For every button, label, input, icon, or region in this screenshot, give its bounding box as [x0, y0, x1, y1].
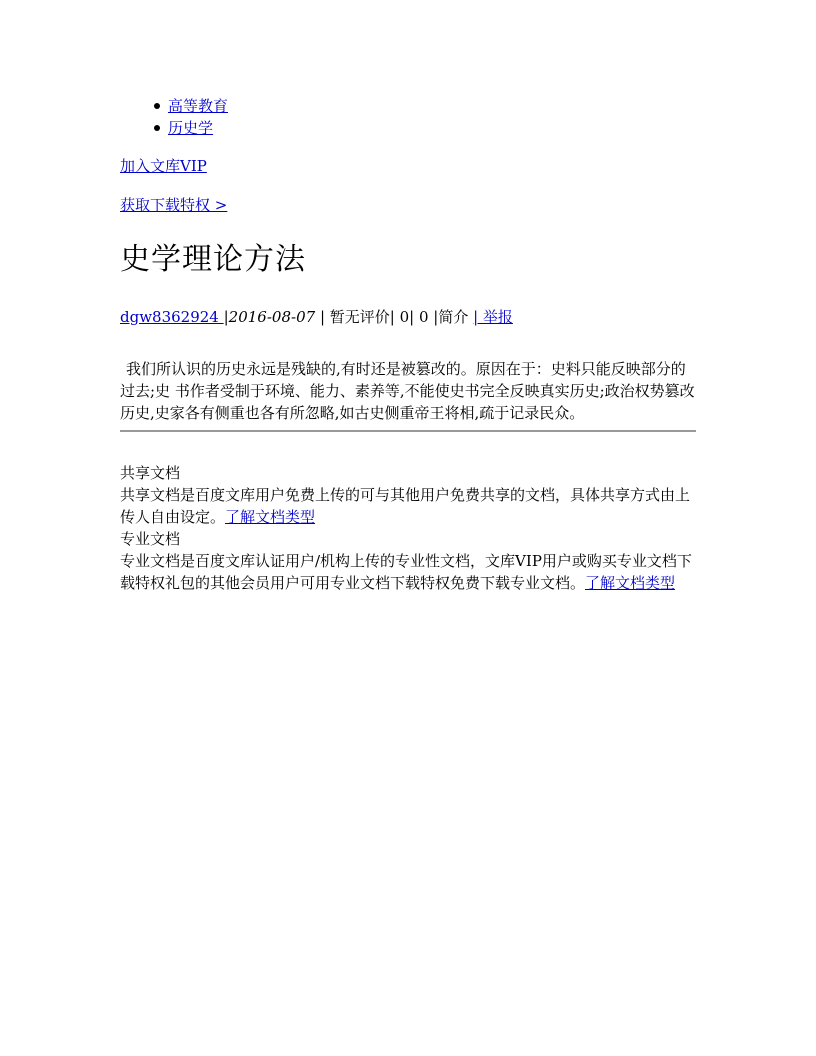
shared-doc-type-link[interactable]: 了解文档类型: [225, 508, 316, 526]
category-list: [154, 95, 228, 139]
author-link[interactable]: dgw8362924: [120, 308, 224, 326]
privilege-link-row: [120, 195, 227, 215]
category-item: [154, 95, 228, 117]
join-vip-link[interactable]: 加入文库VIP: [120, 157, 207, 175]
pro-doc-description: [120, 550, 698, 594]
document-title: 史学理论方法: [120, 242, 306, 277]
intro-label: 简介: [438, 308, 474, 326]
document-meta: [120, 307, 513, 327]
pro-doc-text: 专业文档是百度文库认证用户/机构上传的专业性文档，文库VIP用户或购买专业文档下载特权礼包的其他会员用户可用专业文档下载特权免费下载专业文档。: [120, 552, 692, 592]
count-a: | 0|: [389, 308, 415, 326]
doc-type-info: [120, 462, 698, 594]
divider: [120, 430, 696, 432]
vip-link-row: [120, 156, 207, 176]
count-b: 0 |: [414, 308, 439, 326]
category-item: [154, 117, 228, 139]
document-summary: 我们所认识的历史永远是残缺的,有时还是被篡改的。原因在于：史料只能反映部分的过去;史 书作者受制于环境、能力、素养等,不能使史书完全反映真实历史;政治权势篡改历史,史家各有侧重也各有所忽略,如古史侧重帝王将相,疏于记录民众。: [120, 360, 695, 422]
category-link-history[interactable]: 历史学: [168, 119, 214, 137]
bullet-icon: [154, 125, 160, 131]
rating-text: | 暂无评价: [315, 308, 390, 326]
bullet-icon: [154, 103, 160, 109]
shared-doc-text: 共享文档是百度文库用户免费上传的可与其他用户免费共享的文档，具体共享方式由上传人自由设定。: [120, 486, 691, 526]
download-privilege-link[interactable]: 获取下载特权 >: [120, 196, 228, 214]
pro-doc-type-link[interactable]: 了解文档类型: [585, 574, 676, 592]
upload-date: |2016-08-07: [223, 308, 316, 326]
pro-doc-heading: 专业文档: [120, 530, 181, 548]
category-link-higher-education[interactable]: 高等教育: [168, 97, 229, 115]
shared-doc-description: [120, 484, 698, 528]
report-link[interactable]: | 举报: [473, 308, 513, 326]
shared-doc-heading: 共享文档: [120, 464, 181, 482]
